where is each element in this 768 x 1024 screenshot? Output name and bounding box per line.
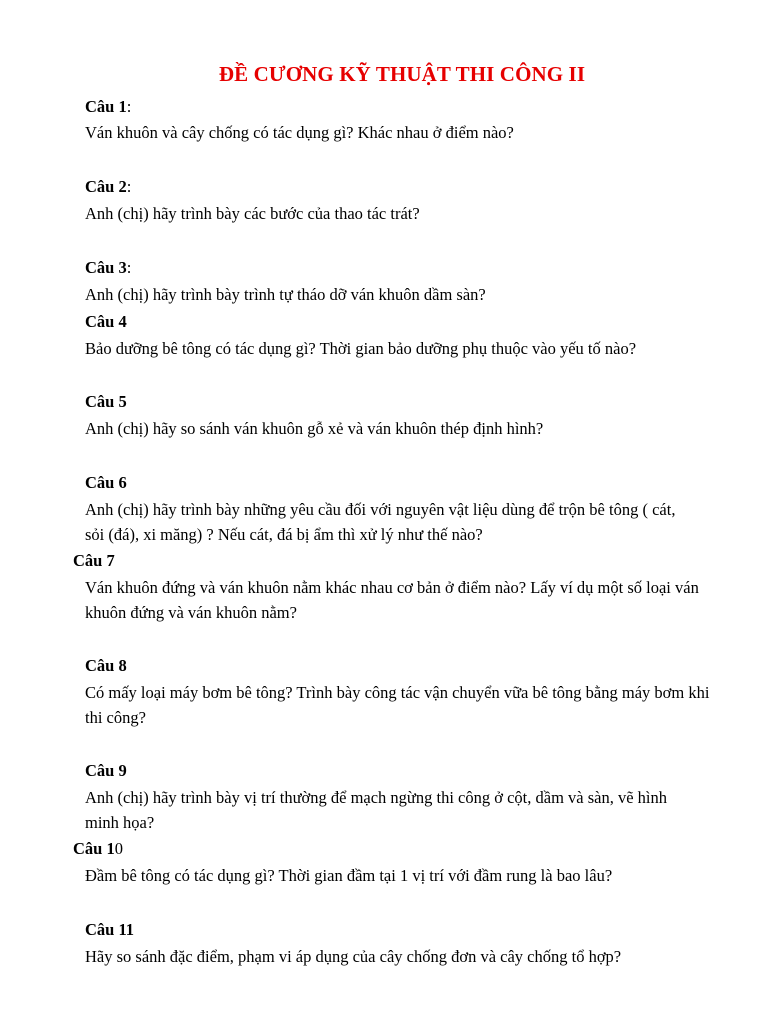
question-4-text: Bảo dưỡng bê tông có tác dụng gì? Thời gian bảo dưỡng phụ thuộc vào yếu tố nào?: [85, 339, 637, 358]
question-1-label: Câu 1:: [85, 97, 132, 116]
question-9-label: Câu 9: [85, 761, 127, 780]
question-10-label: Câu 10: [73, 839, 123, 858]
question-8-label: Câu 8: [85, 656, 127, 675]
question-11-label: Câu 11: [85, 920, 135, 939]
question-5-label: Câu 5: [85, 392, 127, 411]
question-10-text: Đầm bê tông có tác dụng gì? Thời gian đầm tại 1 vị trí với đầm rung là bao lâu?: [85, 866, 613, 885]
question-11-text: Hãy so sánh đặc điểm, phạm vi áp dụng của cây chống đơn và cây chống tổ hợp?: [85, 947, 622, 966]
question-3-text: Anh (chị) hãy trình bày trình tự tháo dỡ ván khuôn dầm sàn?: [85, 285, 486, 304]
question-2-label: Câu 2:: [85, 177, 132, 196]
question-7-text: Ván khuôn đứng và ván khuôn nằm khác nhau cơ bản ở điểm nào? Lấy ví dụ một số loại ván khuôn đứng và ván khuôn nằm?: [85, 578, 699, 622]
question-6-text: Anh (chị) hãy trình bày những yêu cầu đối với nguyên vật liệu dùng để trộn bê tông ( cát, sỏi (đá), xi măng) ? Nếu cát, đá bị ẩm thì xử lý như thế nào?: [85, 500, 676, 544]
question-8-text: Có mấy loại máy bơm bê tông? Trình bày công tác vận chuyển vữa bê tông bằng máy bơm khi thi công?: [85, 683, 710, 727]
question-7-label: Câu 7: [73, 551, 115, 570]
question-4-label: Câu 4: [85, 312, 127, 331]
question-1-text: Ván khuôn và cây chống có tác dụng gì? Khác nhau ở điểm nào?: [85, 123, 514, 142]
question-9-text: Anh (chị) hãy trình bày vị trí thường để mạch ngừng thi công ở cột, dầm và sàn, vẽ hình minh họa?: [85, 788, 668, 832]
page-title: ĐỀ CƯƠNG KỸ THUẬT THI CÔNG II: [218, 62, 586, 86]
question-5-text: Anh (chị) hãy so sánh ván khuôn gỗ xẻ và ván khuôn thép định hình?: [85, 419, 544, 438]
question-6-label: Câu 6: [85, 473, 127, 492]
question-3-label: Câu 3:: [85, 258, 132, 277]
question-2-text: Anh (chị) hãy trình bày các bước của thao tác trát?: [85, 204, 420, 223]
